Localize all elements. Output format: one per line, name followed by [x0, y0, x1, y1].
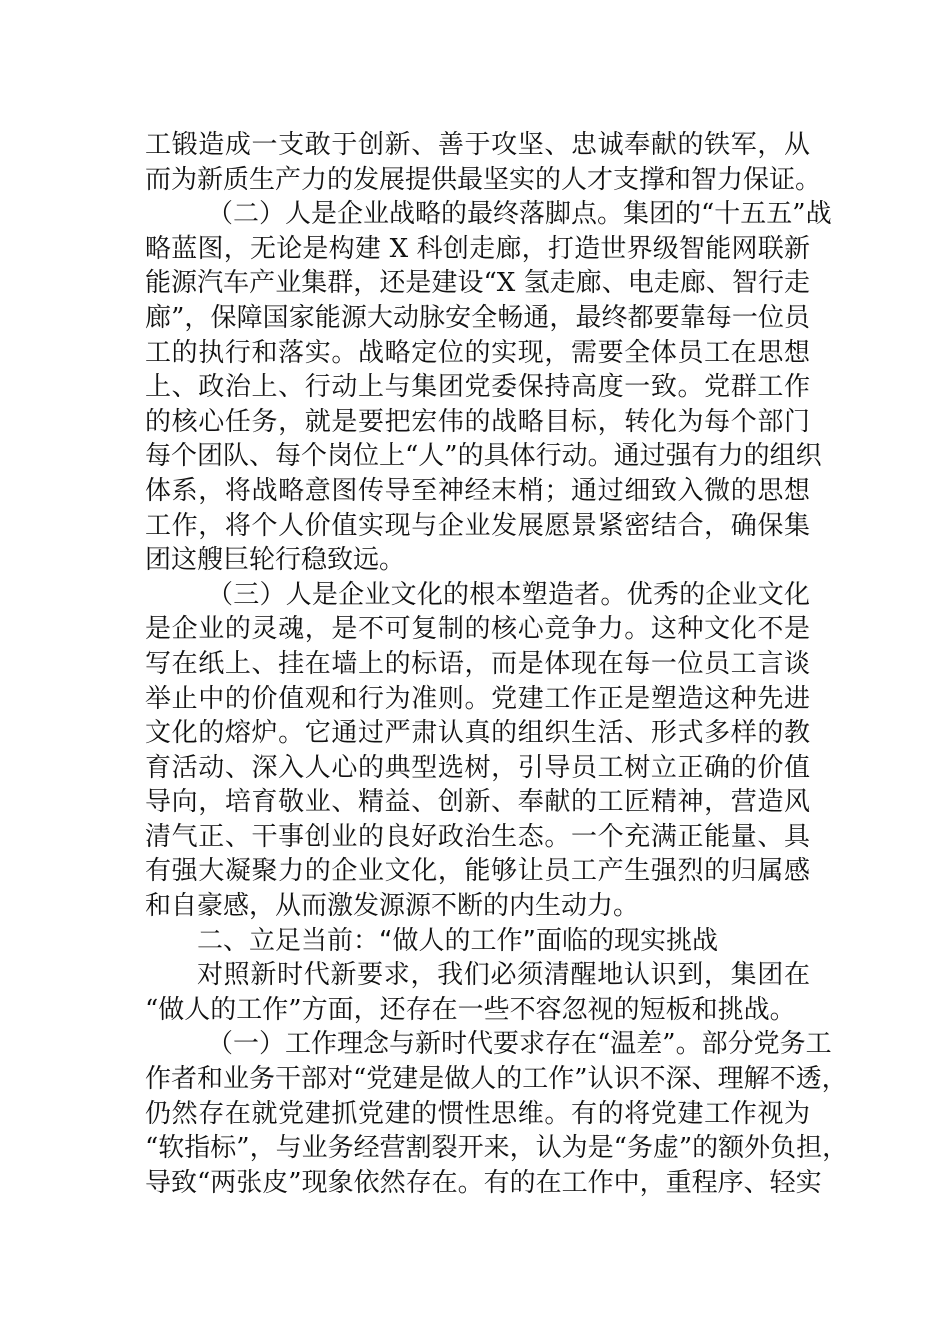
text-line: 写在纸上、挂在墙上的标语，而是体现在每一位员工言谈 — [145, 648, 810, 679]
text-line: 的核心任务，就是要把宏伟的战略目标，转化为每个部门 — [145, 406, 810, 437]
text-line: 能源汽车产业集群，还是建设“X 氢走廊、电走廊、智行走 — [145, 268, 810, 299]
text-line: 对照新时代新要求，我们必须清醒地认识到，集团在 — [197, 960, 810, 991]
text-line: 举止中的价值观和行为准则。党建工作正是塑造这种先进 — [145, 683, 810, 714]
paragraph — [145, 958, 810, 1027]
text-line: 工的执行和落实。战略定位的实现，需要全体员工在思想 — [145, 337, 810, 368]
text-line: 略蓝图，无论是构建 X 科创走廊，打造世界级智能网联新 — [145, 233, 810, 264]
paragraph — [145, 197, 832, 578]
text-line: 工作，将个人价值实现与企业发展愿景紧密结合，确保集 — [145, 510, 810, 541]
text-line: 团这艘巨轮行稳致远。 — [145, 545, 406, 576]
text-line: 上、政治上、行动上与集团党委保持高度一致。党群工作 — [145, 372, 810, 403]
text-line: 工锻造成一支敢于创新、善于攻坚、忠诚奉献的铁军，从 — [145, 130, 810, 160]
text-line: （三）人是企业文化的根本塑造者。优秀的企业文化 — [207, 579, 810, 610]
text-line: 仍然存在就党建抓党建的惯性思维。有的将党建工作视为 — [145, 1098, 810, 1129]
text-line: （一）工作理念与新时代要求存在“温差”。部分党务工 — [207, 1029, 832, 1060]
text-line: “做人的工作”方面，还存在一些不容忽视的短板和挑战。 — [145, 994, 796, 1025]
section-heading — [145, 924, 810, 959]
paragraph — [145, 1027, 849, 1200]
text-line: 清气正、干事创业的良好政治生态。一个充满正能量、具 — [145, 821, 810, 852]
text-line: 和自豪感，从而激发源源不断的内生动力。 — [145, 891, 640, 922]
text-line: 有强大凝聚力的企业文化，能够让员工产生强烈的归属感 — [145, 856, 810, 887]
text-line: （二）人是企业战略的最终落脚点。集团的“十五五”战 — [207, 199, 832, 230]
paragraph — [145, 578, 810, 924]
text-line: 文化的熔炉。它通过严肃认真的组织生活、形式多样的教 — [145, 718, 810, 749]
text-line: “软指标”，与业务经营割裂开来，认为是“务虚”的额外负担， — [145, 1133, 849, 1164]
text-line: 导致“两张皮”现象依然存在。有的在工作中，重程序、轻实 — [145, 1167, 822, 1198]
paragraph — [145, 128, 822, 197]
text-line: 而为新质生产力的发展提供最坚实的人才支撑和智力保证。 — [145, 164, 822, 195]
text-line: 每个团队、每个岗位上“人”的具体行动。通过强有力的组织 — [145, 441, 822, 472]
body-text — [145, 128, 849, 1200]
text-line: 廊”，保障国家能源大动脉安全畅通，最终都要靠每一位员 — [145, 302, 810, 333]
text-line: 二、立足当前：“做人的工作”面临的现实挑战 — [197, 925, 718, 956]
text-line: 导向，培育敬业、精益、创新、奉献的工匠精神，营造风 — [145, 787, 810, 818]
text-line: 育活动、深入人心的典型选树，引导员工树立正确的价值 — [145, 752, 810, 783]
text-line: 是企业的灵魂，是不可复制的核心竞争力。这种文化不是 — [145, 614, 810, 645]
text-line: 作者和业务干部对“党建是做人的工作”认识不深、理解不透， — [145, 1064, 848, 1095]
text-line: 体系，将战略意图传导至神经末梢；通过细致入微的思想 — [145, 475, 810, 506]
